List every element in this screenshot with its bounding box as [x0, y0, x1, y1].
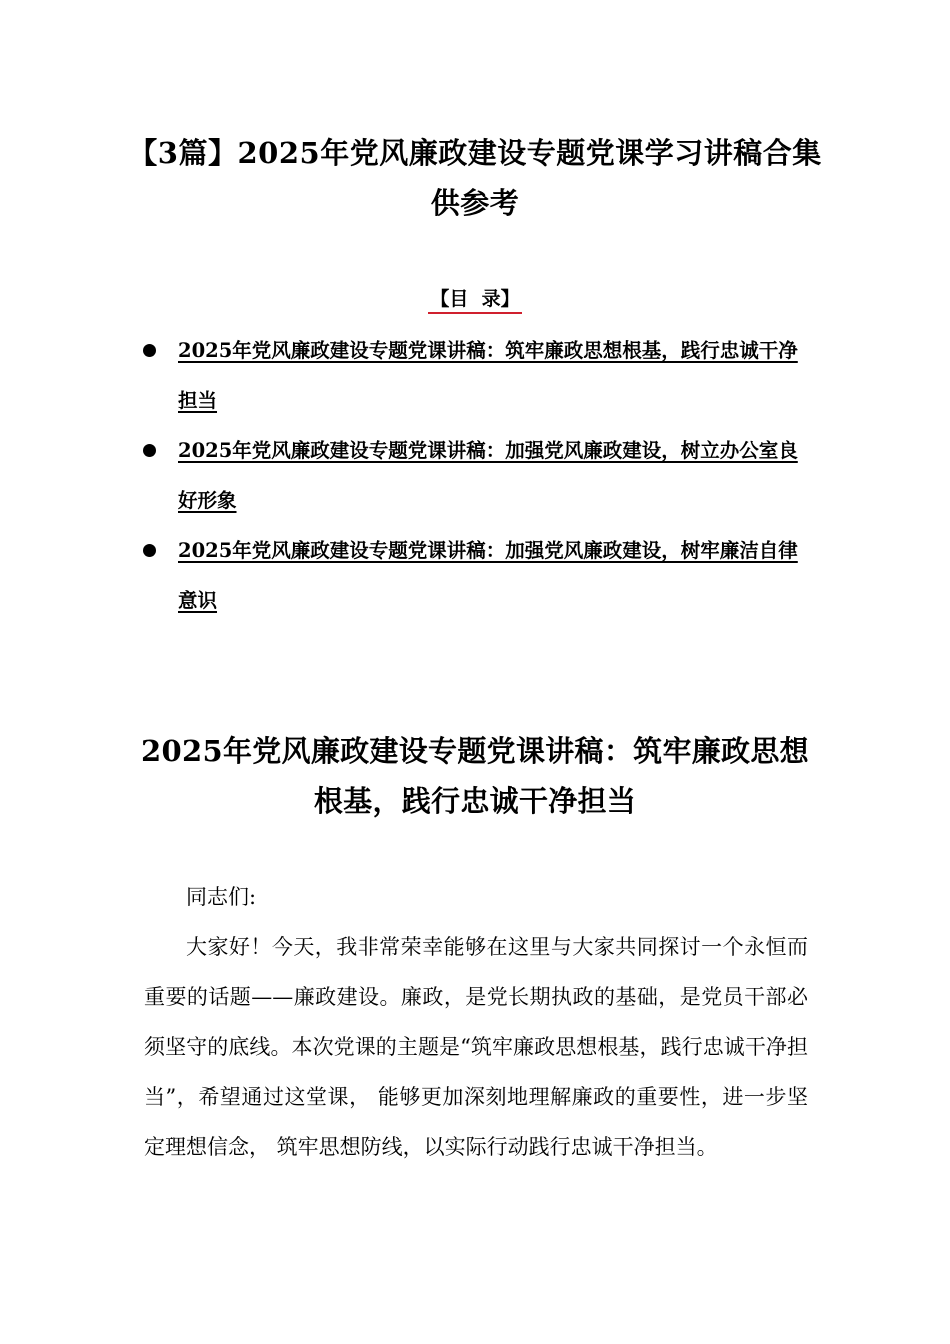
- toc-link-1[interactable]: 2025年党风廉政建设专题党课讲稿：筑牢廉政思想根基，践行忠诚干净担当: [178, 339, 798, 412]
- toc-heading-text: 【目 录】: [428, 286, 521, 314]
- section-1-body: [144, 872, 808, 1172]
- toc-link-2[interactable]: 2025年党风廉政建设专题党课讲稿：加强党风廉政建设，树立办公室良好形象: [178, 439, 798, 512]
- toc-item-3[interactable]: [140, 526, 800, 626]
- section-1-title: 2025年党风廉政建设专题党课讲稿：筑牢廉政思想根基，践行忠诚干净担当: [141, 734, 809, 818]
- bullet-icon: [143, 544, 156, 557]
- toc-item-1[interactable]: [140, 326, 800, 426]
- toc-link-3[interactable]: 2025年党风廉政建设专题党课讲稿：加强党风廉政建设，树牢廉洁自律意识: [178, 539, 798, 612]
- table-of-contents: [140, 326, 800, 626]
- bullet-icon: [143, 344, 156, 357]
- body-paragraph-1: 大家好！今天，我非常荣幸能够在这里与大家共同探讨一个永恒而重要的话题——廉政建设。廉政，是党长期执政的基础，是党员干部必须坚守的底线。本次党课的主题是“筑牢廉政思想根基，践行忠诚干净担当”，希望通过这堂课， 能够更加深刻地理解廉政的重要性，进一步坚定理想信念， 筑牢思想防线，以实际行动践行忠诚干净担当。: [144, 935, 808, 1159]
- greeting-paragraph: 同志们:: [186, 885, 257, 909]
- toc-heading: [0, 284, 950, 314]
- document-title: 【3篇】2025年党风廉政建设专题党课学习讲稿合集供参考: [128, 136, 822, 220]
- toc-item-2[interactable]: [140, 426, 800, 526]
- bullet-icon: [143, 444, 156, 457]
